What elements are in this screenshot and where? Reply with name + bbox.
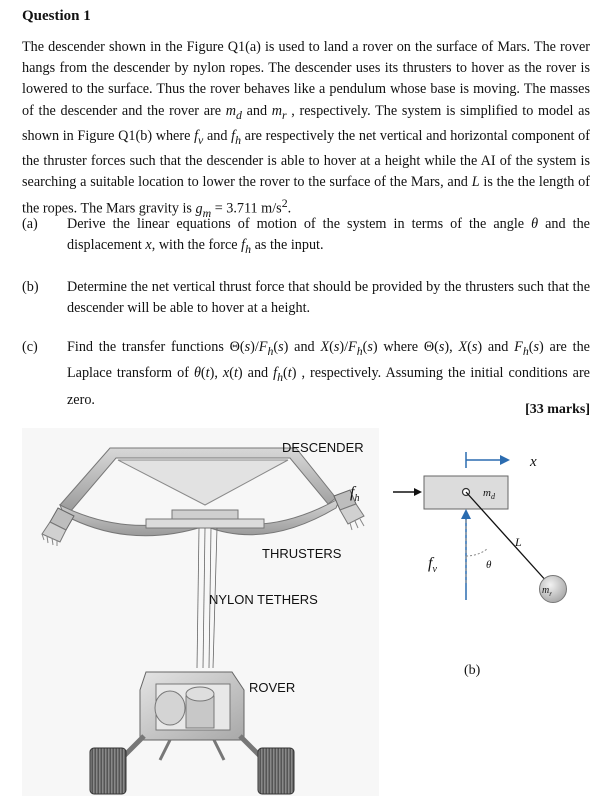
fh-arrowhead-icon: [414, 488, 422, 496]
part-b-label: (b): [22, 279, 39, 295]
symbol-L: L: [515, 535, 522, 549]
label-nylon-tethers: NYLON TETHERS: [209, 592, 318, 607]
symbol-fv: $f_v$: [428, 555, 437, 575]
x-arrowhead-icon: [500, 455, 510, 465]
figure-b-model: [350, 452, 567, 678]
part-b-text: Determine the net vertical thrust force that should be provided by the thrusters such that the descender will be able to hover at a height.: [67, 279, 590, 316]
label-rover: ROVER: [249, 680, 296, 695]
part-a-text: Derive the linear equations of motion of the system in terms of the angle θ and the displacement x, with the force $f_h$ as the input.: [67, 216, 590, 256]
symbol-mr: $m_r$: [542, 585, 552, 598]
figure-a-illustration: [22, 428, 379, 796]
part-c-text: Find the transfer functions $\Theta(s)/F_h(s)$ and $X(s)/F_h(s)$ where Θ(s), X(s) and $F_h(s)$ are the Laplace transform of θ(t), x(t) and $f_h(t)$ , respectively. Assuming the initial conditions are zero.: [67, 339, 590, 408]
symbol-x: x: [530, 454, 537, 470]
symbol-fh: $f_h$: [350, 484, 360, 504]
question-title: Question 1: [22, 8, 91, 24]
label-thrusters: THRUSTERS: [262, 546, 342, 561]
part-a-label: (a): [22, 216, 38, 232]
theta-arc: [466, 549, 487, 556]
symbol-theta: θ: [486, 559, 492, 571]
part-c-label: (c): [22, 339, 38, 355]
marks-label: [33 marks]: [525, 402, 590, 417]
question-intro: The descender shown in the Figure Q1(a) is used to land a rover on the surface of Mars. The rover hangs from the descender by nylon ropes. The descender uses its thrusters to hover as the rover is lowered to the surface. Thus the rover behaves like a pendulum whose base is moving. The masses of the descender and the rover are $m_d$ and $m_r$ , respectively. The system is simplified to model as shown in Figure Q1(b) where $f_v$ and $f_h$ are respectively the net vertical and horizontal component of the thruster forces such that the descender is able to hover at a height while the AI of the system is searching a suitable location to lower the rover to the surface of the Mars, and L is the the length of the ropes. The Mars gravity is $g_m = 3.711$ $m/s^2$.: [22, 39, 590, 220]
symbol-md: $m_d$: [483, 487, 495, 501]
fv-arrowhead-icon: [461, 509, 471, 519]
label-descender: DESCENDER: [282, 440, 364, 455]
figure-b-caption: (b): [464, 663, 481, 678]
